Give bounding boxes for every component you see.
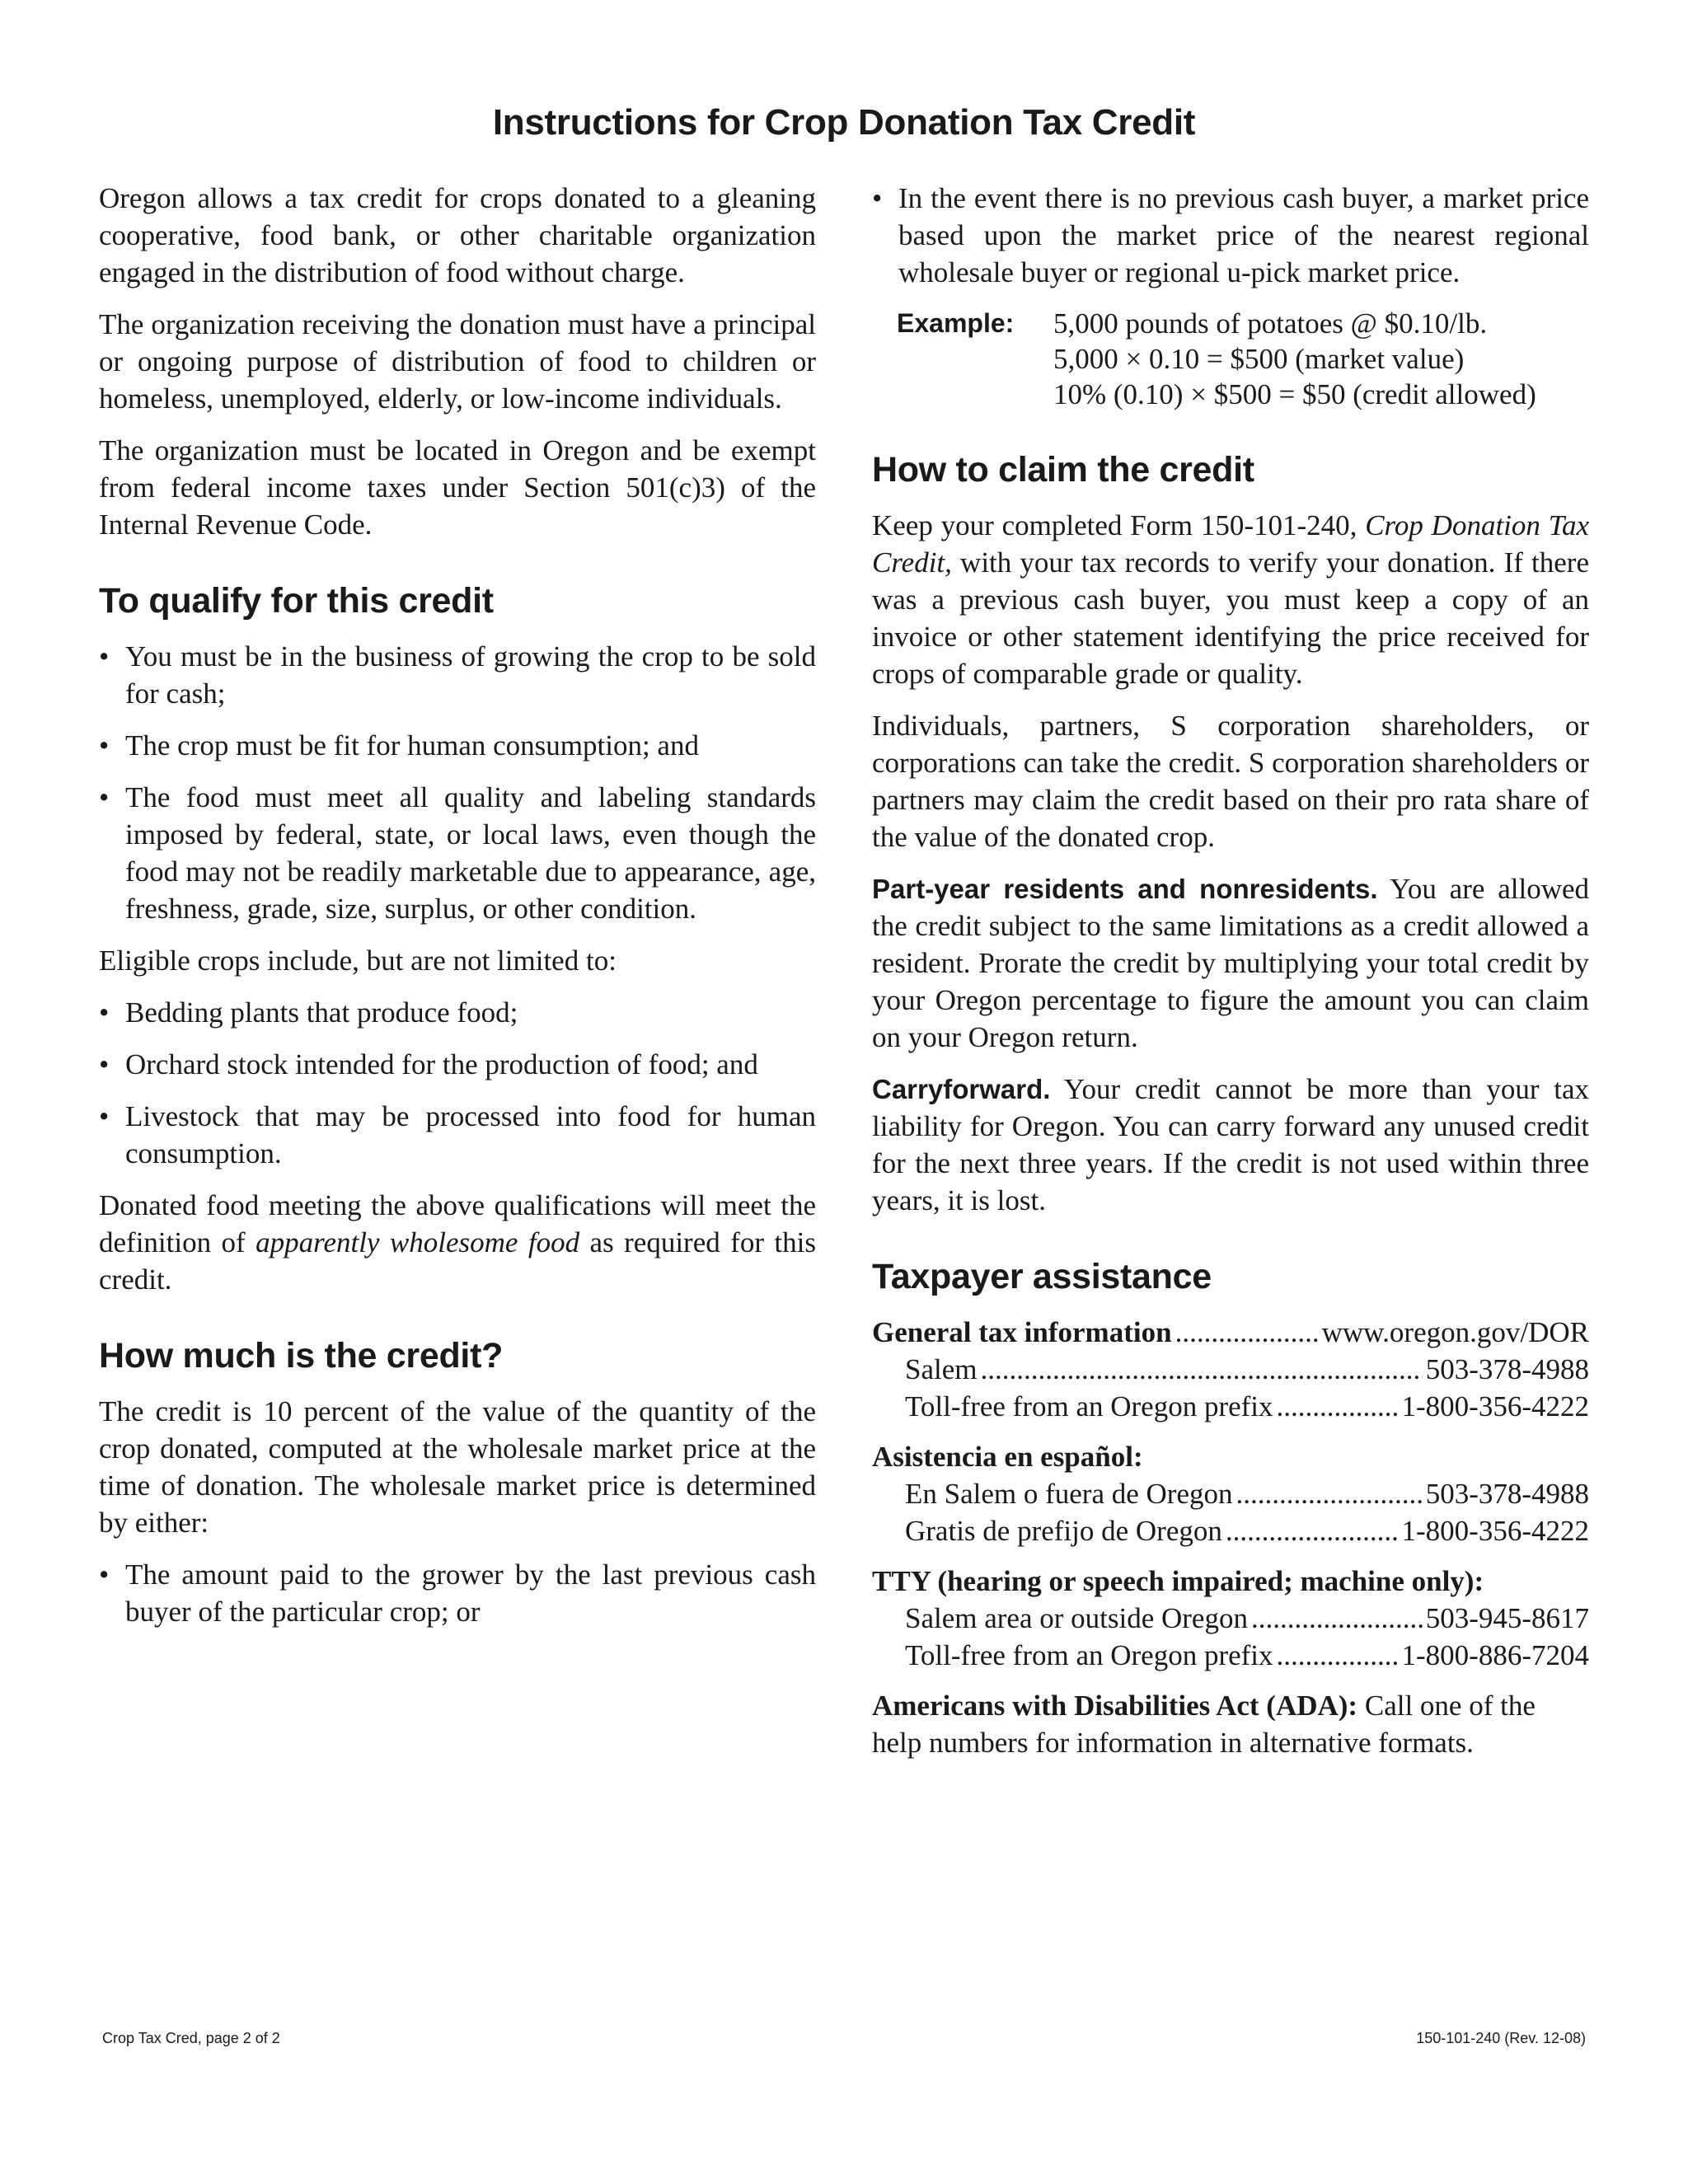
contact-row bbox=[872, 1512, 1589, 1549]
tty-heading: TTY (hearing or speech impaired; machine only): bbox=[872, 1565, 1484, 1597]
contact-row bbox=[872, 1351, 1589, 1388]
contact-label: Gratis de prefijo de Oregon bbox=[905, 1515, 1222, 1547]
list-item: • The food must meet all quality and labeling standards imposed by federal, state, or local laws, even though the food may not be readily marketable due to appearance, age, freshness, grade, size, surplus, or other condition. bbox=[99, 779, 816, 927]
contact-row bbox=[872, 1637, 1589, 1674]
carryforward-label: Carryforward. bbox=[872, 1074, 1051, 1104]
list-item: • Orchard stock intended for the production of food; and bbox=[99, 1046, 816, 1083]
assistance-heading: Taxpayer assistance bbox=[872, 1257, 1212, 1296]
contact-label: Toll-free from an Oregon prefix bbox=[905, 1639, 1273, 1671]
list-item: • You must be in the business of growing the crop to be sold for cash; bbox=[99, 638, 816, 712]
contact-value: 1-800-356-4222 bbox=[1401, 1390, 1589, 1422]
list-item: • In the event there is no previous cash buyer, a market price based upon the market price of the nearest regional wholesale buyer or regional u-pick market price. bbox=[872, 180, 1589, 291]
form-title: Crop Donation Tax Credit, bbox=[872, 509, 1589, 579]
contact-row bbox=[872, 1314, 1589, 1351]
intro-paragraph: The organization receiving the donation must have a principal or ongoing purpose of distribution of food to children or homeless, unemployed, elderly, or low-income individuals. bbox=[99, 308, 816, 415]
part-year-text: You are allowed the credit subject to the same limitations as a credit allowed a resident. Prorate the credit by multiplying your total credit by your Oregon percentage to figure the amount you can claim on your Oregon return. bbox=[872, 873, 1589, 1053]
contact-value[interactable]: www.oregon.gov/DOR bbox=[1321, 1316, 1589, 1348]
claim-heading: How to claim the credit bbox=[872, 450, 1254, 490]
footer-right: 150-101-240 (Rev. 12-08) bbox=[1416, 2030, 1586, 2046]
contact-label: General tax information bbox=[872, 1316, 1172, 1348]
claim-text: Keep your completed Form 150-101-240, bbox=[872, 509, 1366, 541]
intro-paragraph: The organization must be located in Oregon and be exempt from federal income taxes under Section 501(c)3) of the Internal Revenue Code. bbox=[99, 434, 816, 541]
footer-left: Crop Tax Cred, page 2 of 2 bbox=[102, 2030, 280, 2046]
how-much-heading: How much is the credit? bbox=[99, 1336, 504, 1376]
ada-label: Americans with Disabilities Act (ADA): bbox=[872, 1690, 1358, 1722]
list-item: • The amount paid to the grower by the last previous cash buyer of the particular crop; or bbox=[99, 1556, 816, 1630]
list-item: • Bedding plants that produce food; bbox=[99, 994, 816, 1031]
example-line: 10% (0.10) × $500 = $50 (credit allowed) bbox=[1053, 378, 1536, 410]
contact-value: 503-378-4988 bbox=[1425, 1478, 1589, 1510]
carryforward-text: Your credit cannot be more than your tax liability for Oregon. You can carry forward any unused credit for the next three years. If the credit is not used within three years, it is lost. bbox=[872, 1073, 1589, 1216]
eligible-intro: Eligible crops include, but are not limited to: bbox=[99, 944, 617, 977]
tty-group bbox=[872, 1563, 1589, 1674]
part-year-label: Part-year residents and nonresidents. bbox=[872, 874, 1378, 904]
qualify-heading: To qualify for this credit bbox=[99, 581, 494, 621]
page-title: Instructions for Crop Donation Tax Credit bbox=[492, 102, 1196, 143]
contact-label: Toll-free from an Oregon prefix bbox=[905, 1390, 1273, 1422]
contact-value: 503-945-8617 bbox=[1425, 1602, 1589, 1634]
contact-value: 503-378-4988 bbox=[1425, 1353, 1589, 1385]
contact-row bbox=[872, 1600, 1589, 1637]
example-lines bbox=[1053, 306, 1536, 412]
wholesome-text: Donated food meeting the above qualifications will meet the definition of bbox=[99, 1189, 816, 1258]
list-item: • The crop must be fit for human consumption; and bbox=[99, 727, 816, 764]
qualify-list bbox=[99, 638, 816, 927]
wholesome-text: as required for this credit. bbox=[99, 1226, 816, 1296]
price-list-continued bbox=[872, 180, 1589, 291]
wholesome-term: apparently wholesome food bbox=[256, 1226, 580, 1258]
example-label: Example: bbox=[897, 308, 1015, 338]
claim-text: with your tax records to verify your donation. If there was a previous cash buyer, you must keep a copy of an invoice or other statement identifying the price received for crops of comparable grade or quality. bbox=[872, 546, 1589, 690]
eligible-list bbox=[99, 994, 816, 1172]
part-year-paragraph bbox=[872, 870, 1589, 1056]
ada-paragraph bbox=[872, 1687, 1589, 1761]
list-item: • Livestock that may be processed into food for human consumption. bbox=[99, 1098, 816, 1172]
claim-paragraph: Individuals, partners, S corporation shareholders, or corporations can take the credit. S corporation shareholders or partners may claim the credit based on their pro rata share of the value of the donated crop. bbox=[872, 710, 1589, 853]
price-list bbox=[99, 1556, 816, 1630]
claim-paragraph bbox=[872, 507, 1589, 692]
how-much-paragraph: The credit is 10 percent of the value of the quantity of the crop donated, computed at the wholesale market price at the time of donation. The wholesale market price is determined by either: bbox=[99, 1395, 816, 1539]
left-column bbox=[99, 180, 816, 1645]
example-line: 5,000 pounds of potatoes @ $0.10/lb. bbox=[1053, 307, 1488, 340]
intro-paragraph: Oregon allows a tax credit for crops donated to a gleaning cooperative, food bank, or other charitable organization engaged in the distribution of food without charge. bbox=[99, 182, 816, 288]
spanish-group bbox=[872, 1438, 1589, 1549]
contact-row bbox=[872, 1388, 1589, 1425]
example-block bbox=[897, 306, 1589, 412]
wholesome-paragraph bbox=[99, 1187, 816, 1298]
contact-value: 1-800-356-4222 bbox=[1401, 1515, 1589, 1547]
example-line: 5,000 × 0.10 = $500 (market value) bbox=[1053, 343, 1465, 375]
contact-label: En Salem o fuera de Oregon bbox=[905, 1478, 1233, 1510]
contact-label: Salem area or outside Oregon bbox=[905, 1602, 1248, 1634]
contact-value: 1-800-886-7204 bbox=[1401, 1639, 1589, 1671]
carryforward-paragraph bbox=[872, 1071, 1589, 1219]
right-column bbox=[872, 180, 1589, 1776]
spanish-heading: Asistencia en español: bbox=[872, 1441, 1143, 1473]
general-info-group bbox=[872, 1314, 1589, 1425]
contact-label: Salem bbox=[905, 1353, 978, 1385]
contact-row bbox=[872, 1475, 1589, 1512]
ada-text: Call one of the help numbers for information in alternative formats. bbox=[872, 1690, 1536, 1759]
